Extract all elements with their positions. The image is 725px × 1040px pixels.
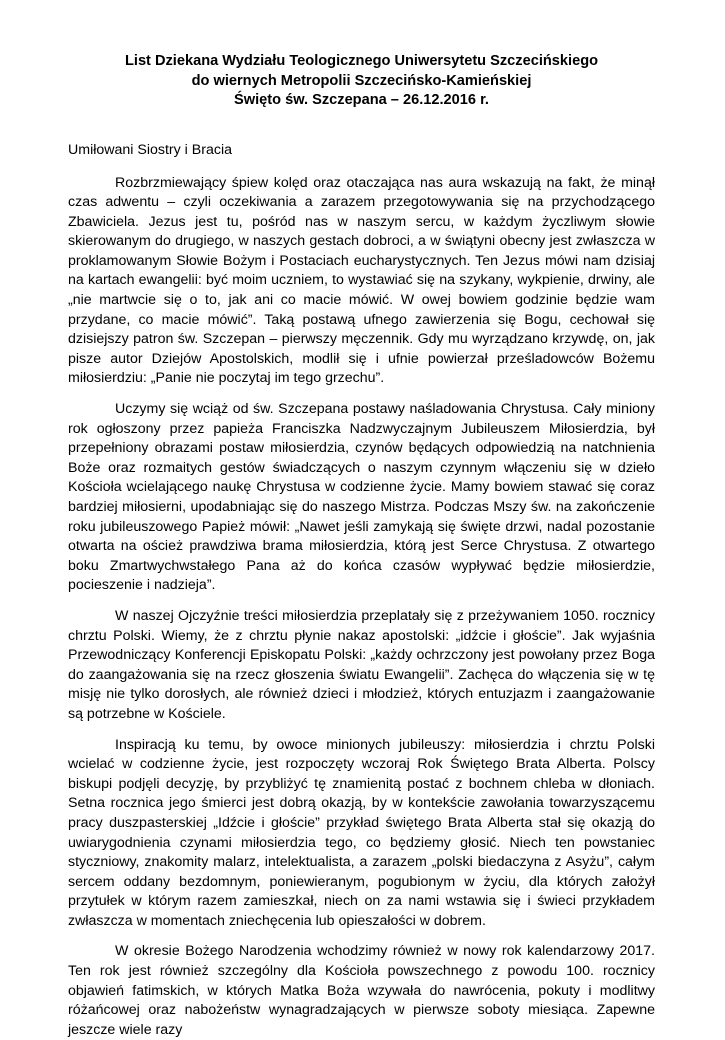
letter-body bbox=[68, 174, 655, 1040]
paragraph: W okresie Bożego Narodzenia wchodzimy również w nowy rok kalendarzowy 2017. Ten rok jest również szczególny dla Kościoła powszechnego z powodu 100. rocznicy objawień fatimskich, w których Matka Boża wzywała do nawrócenia, pokuty i modlitwy różańcowej oraz nabożeństw wynagradzających w pierwsze soboty miesiąca. Zapewne jeszcze wiele razy bbox=[68, 942, 655, 1040]
paragraph: Inspiracją ku temu, by owoce minionych jubileuszy: miłosierdzia i chrztu Polski wcielać w codzienne życie, jest rozpoczęty wczoraj Rok Świętego Brata Alberta. Polscy biskupi podjęli decyzję, by przybliżyć tę znamienitą postać z bochnem chleba w dłoniach. Setna rocznica jego śmierci jest dobrą okazją, by w kontekście zawołania towarzyszącemu pracy duszpasterskiej „Idźcie i głoście” przykład świętego Brata Alberta stał się okazją do uwiarygodnienia czynami miłosierdzia tego, co będziemy głosić. Niech ten powstaniec styczniowy, znakomity malarz, intelektualista, a zarazem „polski biedaczyna z Asyżu”, całym sercem oddany bezdomnym, poniewieranym, pogubionym w życiu, dla których założył przytułek w którym razem zamieszkał, niech on za nami wstawia się i świeci przykładem zwłaszcza w momentach zniechęcenia lub opieszałości w dobrem. bbox=[68, 736, 655, 932]
paragraph: Rozbrzmiewający śpiew kolęd oraz otaczająca nas aura wskazują na fakt, że minął czas adwentu – czyli oczekiwania a zarazem przegotowywania się na przychodzącego Zbawiciela. Jezus jest tu, pośród nas w naszym sercu, w każdym życzliwym słowie skierowanym do drugiego, w naszych gestach dobroci, a w świątyni obecny jest zwłaszcza w proklamowanym Słowie Bożym i Postaciach eucharystycznych. Ten Jezus mówi nam dzisiaj na kartach ewangelii: być moim uczniem, to wystawiać się na szykany, wykpienie, drwiny, ale „nie martwcie się o to, jak ani co macie mówić. W owej bowiem godzinie będzie wam przydane, co macie mówić”. Taką postawą ufnego zawierzenia się Bogu, cechował się dzisiejszy patron św. Szczepan – pierwszy męczennik. Gdy mu wyrządzano krzywdę, on, jak pisze autor Dziejów Apostolskich, modlił się i ufnie powierzał prześladowców Bożemu miłosierdziu: „Panie nie poczytaj im tego grzechu”. bbox=[68, 174, 655, 390]
title-line-3: Święto św. Szczepana – 26.12.2016 r. bbox=[68, 91, 655, 111]
greeting: Umiłowani Siostry i Bracia bbox=[68, 140, 655, 160]
paragraph: Uczymy się wciąż od św. Szczepana postawy naśladowania Chrystusa. Cały miniony rok ogłoszony przez papieża Franciszka Nadzwyczajnym Jubileuszem Miłosierdzia, był przepełniony obrazami postaw miłosierdzia, czynów będących odpowiedzią na natchnienia Boże oraz rozmaitych gestów świadczących o naszym czynnym włączeniu się w dzieło Kościoła wcielającego naukę Chrystusa w codzienne życie. Mamy bowiem stawać się coraz bardziej miłosierni, upodabniając się do naszego Mistrza. Podczas Mszy św. na zakończenie roku jubileuszowego Papież mówił: „Nawet jeśli zamykają się święte drzwi, nadal pozostanie otwarta na oścież prawdziwa brama miłosierdzia, którą jest Serce Chrystusa. Z otwartego boku Zmartwychwstałego Pana aż do końca czasów wypływać będzie miłosierdzie, pocieszenie i nadzieja”. bbox=[68, 400, 655, 596]
title-line-1: List Dziekana Wydziału Teologicznego Uniwersytetu Szczecińskiego bbox=[68, 52, 655, 72]
paragraph: W naszej Ojczyźnie treści miłosierdzia przeplatały się z przeżywaniem 1050. rocznicy chrztu Polski. Wiemy, że z chrztu płynie nakaz apostolski: „idźcie i głoście”. Jak wyjaśnia Przewodniczący Konferencji Episkopatu Polski: „każdy ochrzczony jest powołany przez Boga do zaangażowania się na rzecz głoszenia światu Ewangelii”. Zachęca do włączenia się w tę misję nie tylko dorosłych, ale również dzieci i młodzież, których entuzjazm i zaangażowanie są potrzebne w Kościele. bbox=[68, 607, 655, 725]
title-line-2: do wiernych Metropolii Szczecińsko-Kamieńskiej bbox=[68, 72, 655, 92]
letter-header bbox=[68, 52, 655, 111]
